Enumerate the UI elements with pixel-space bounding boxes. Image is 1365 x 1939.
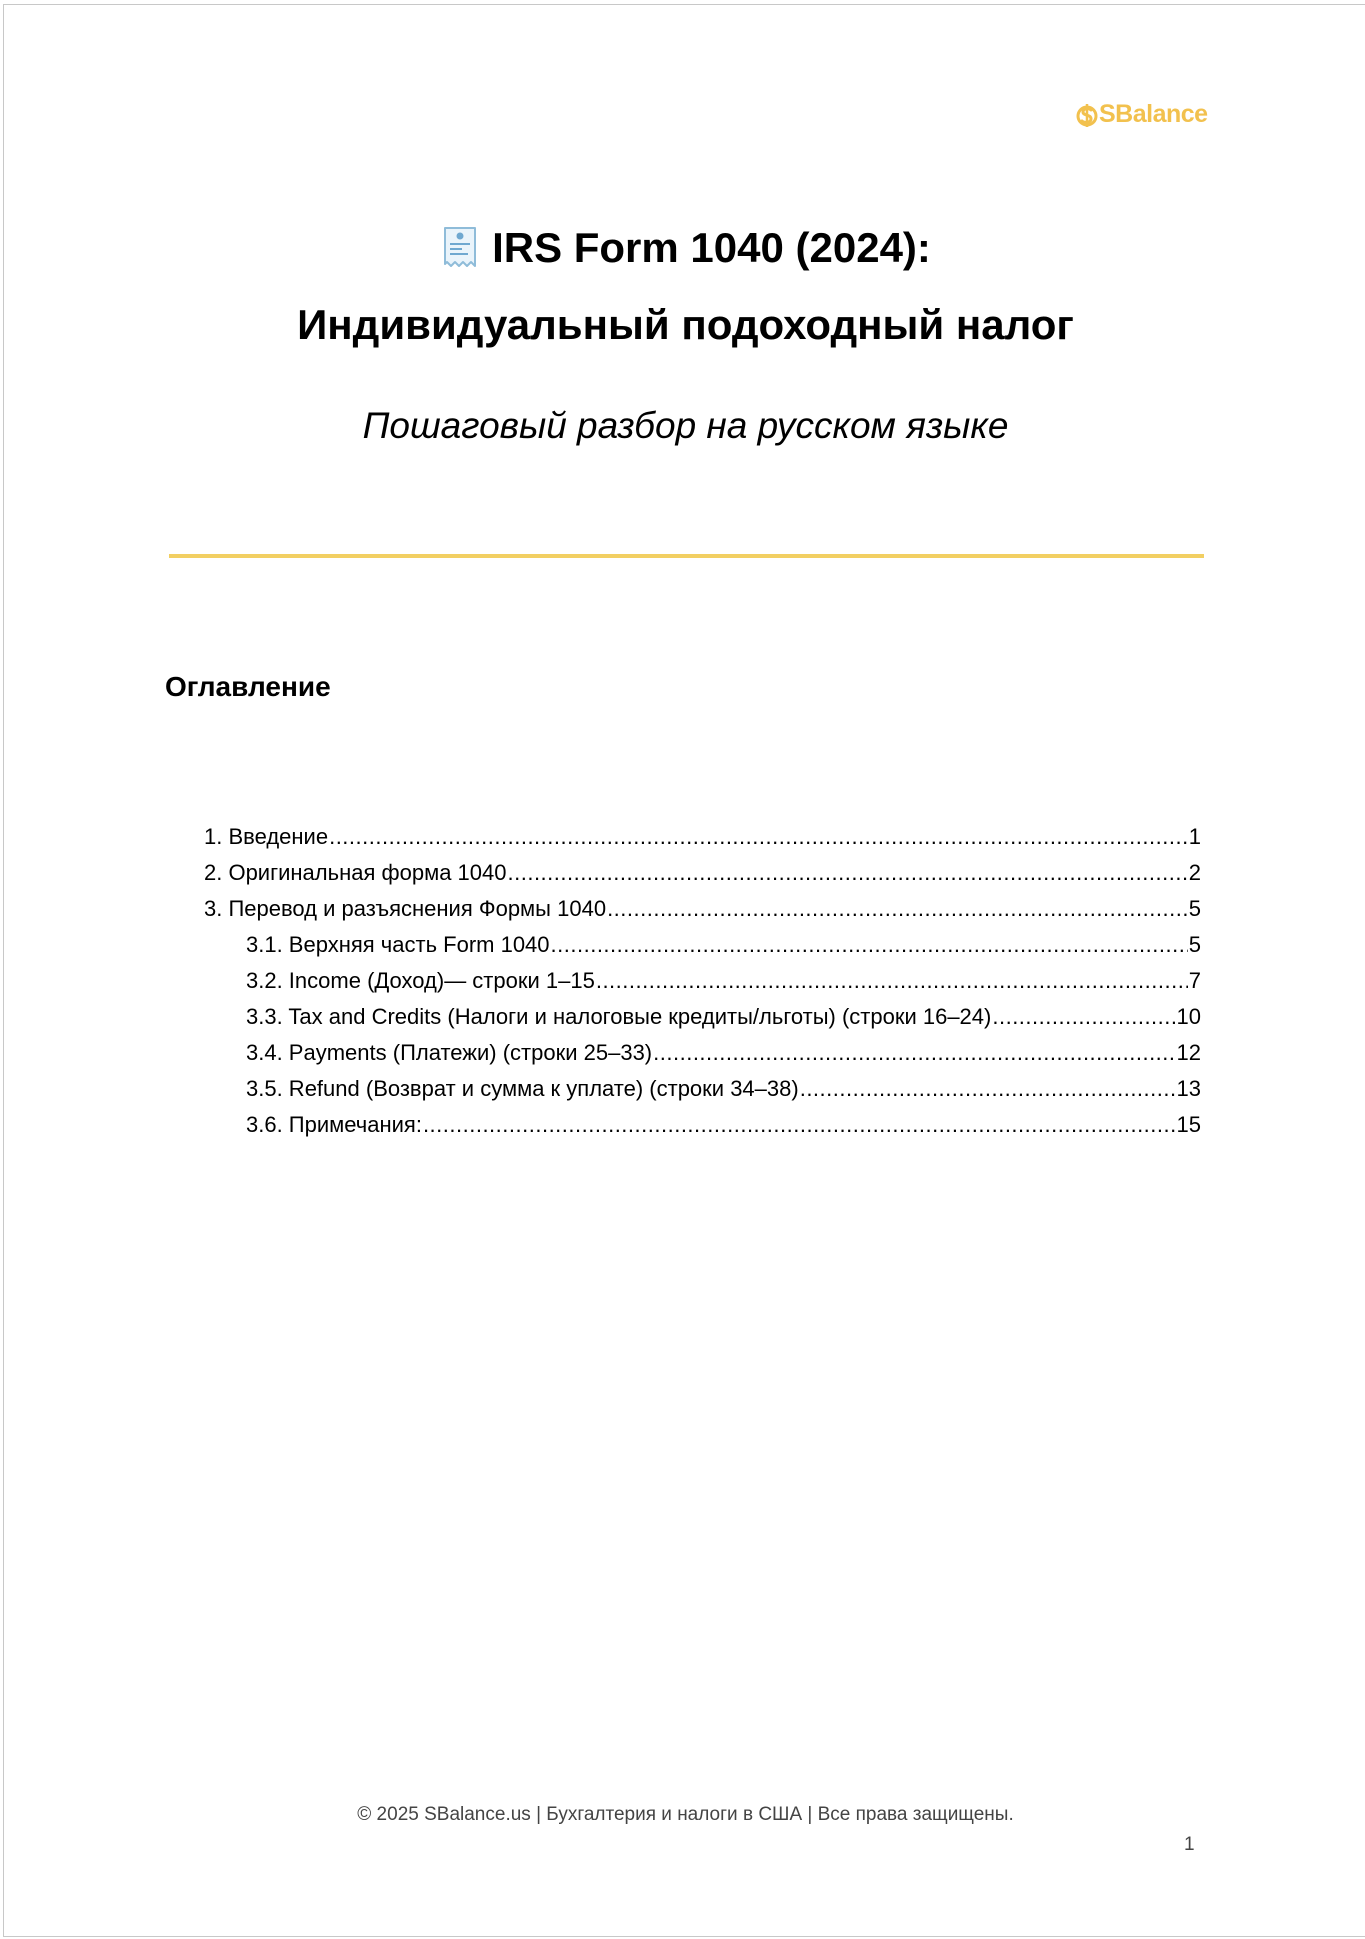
toc-entry-refund[interactable] — [204, 1071, 1201, 1107]
toc-entry-label: 1. Введение — [204, 824, 329, 849]
toc-entry-label: 2. Оригинальная форма 1040 — [204, 860, 507, 885]
table-of-contents — [204, 819, 1201, 1143]
toc-entry-page: 13 — [1176, 1076, 1201, 1101]
toc-entry-label: 3.4. Payments (Платежи) (строки 25–33) — [246, 1040, 653, 1065]
toc-entry-page: 7 — [1188, 968, 1201, 993]
document-page — [3, 4, 1365, 1937]
toc-entry-income[interactable] — [204, 963, 1201, 999]
toc-entry-introduction[interactable] — [204, 819, 1201, 855]
receipt-icon — [440, 225, 480, 271]
toc-entry-tax-and-credits[interactable] — [204, 999, 1201, 1035]
toc-entry-notes[interactable] — [204, 1107, 1201, 1143]
toc-leader-dots — [329, 819, 1188, 855]
toc-entry-translation[interactable] — [204, 891, 1201, 927]
toc-entry-page: 5 — [1188, 932, 1201, 957]
logo-text: SBalance — [1099, 100, 1208, 128]
toc-leader-dots — [653, 1035, 1175, 1071]
toc-entry-label: 3.2. Income (Доход)— строки 1–15 — [246, 968, 595, 993]
sbalance-logo — [1076, 97, 1208, 131]
toc-entry-top-part[interactable] — [204, 927, 1201, 963]
toc-entry-payments[interactable] — [204, 1035, 1201, 1071]
toc-entry-page: 1 — [1188, 824, 1201, 849]
toc-entry-page: 10 — [1176, 1004, 1201, 1029]
document-title-line1 — [4, 223, 1365, 282]
toc-entry-label: 3.6. Примечания: — [246, 1112, 422, 1137]
toc-leader-dots — [992, 999, 1175, 1035]
toc-entry-label: 3. Перевод и разъяснения Формы 1040 — [204, 896, 607, 921]
toc-leader-dots — [800, 1071, 1176, 1107]
toc-entry-page: 15 — [1176, 1112, 1201, 1137]
toc-entry-page: 2 — [1188, 860, 1201, 885]
page-number: 1 — [1184, 1834, 1195, 1855]
toc-entry-label: 3.3. Tax and Credits (Налоги и налоговые кредиты/льготы) (строки 16–24) — [246, 1004, 992, 1029]
toc-entry-page: 12 — [1176, 1040, 1201, 1065]
toc-leader-dots — [607, 891, 1188, 927]
dollar-coin-icon — [1076, 99, 1098, 129]
document-subtitle: Пошаговый разбор на русском языке — [362, 405, 1009, 446]
page-footer: © 2025 SBalance.us | Бухгалтерия и налоги в США | Все права защищены. — [357, 1804, 1014, 1825]
toc-leader-dots — [551, 927, 1188, 963]
document-title-line2: Индивидуальный подоходный налог — [297, 301, 1074, 348]
toc-heading: Оглавление — [165, 671, 331, 702]
toc-entry-label: 3.1. Верхняя часть Form 1040 — [246, 932, 550, 957]
toc-leader-dots — [596, 963, 1188, 999]
toc-entry-label: 3.5. Refund (Возврат и сумма к уплате) (строки 34–38) — [246, 1076, 799, 1101]
toc-leader-dots — [508, 855, 1188, 891]
toc-entry-original-form[interactable] — [204, 855, 1201, 891]
title-text-line1: IRS Form 1040 (2024): — [492, 224, 931, 271]
toc-entry-page: 5 — [1188, 896, 1201, 921]
accent-divider — [169, 554, 1204, 558]
toc-leader-dots — [423, 1107, 1176, 1143]
